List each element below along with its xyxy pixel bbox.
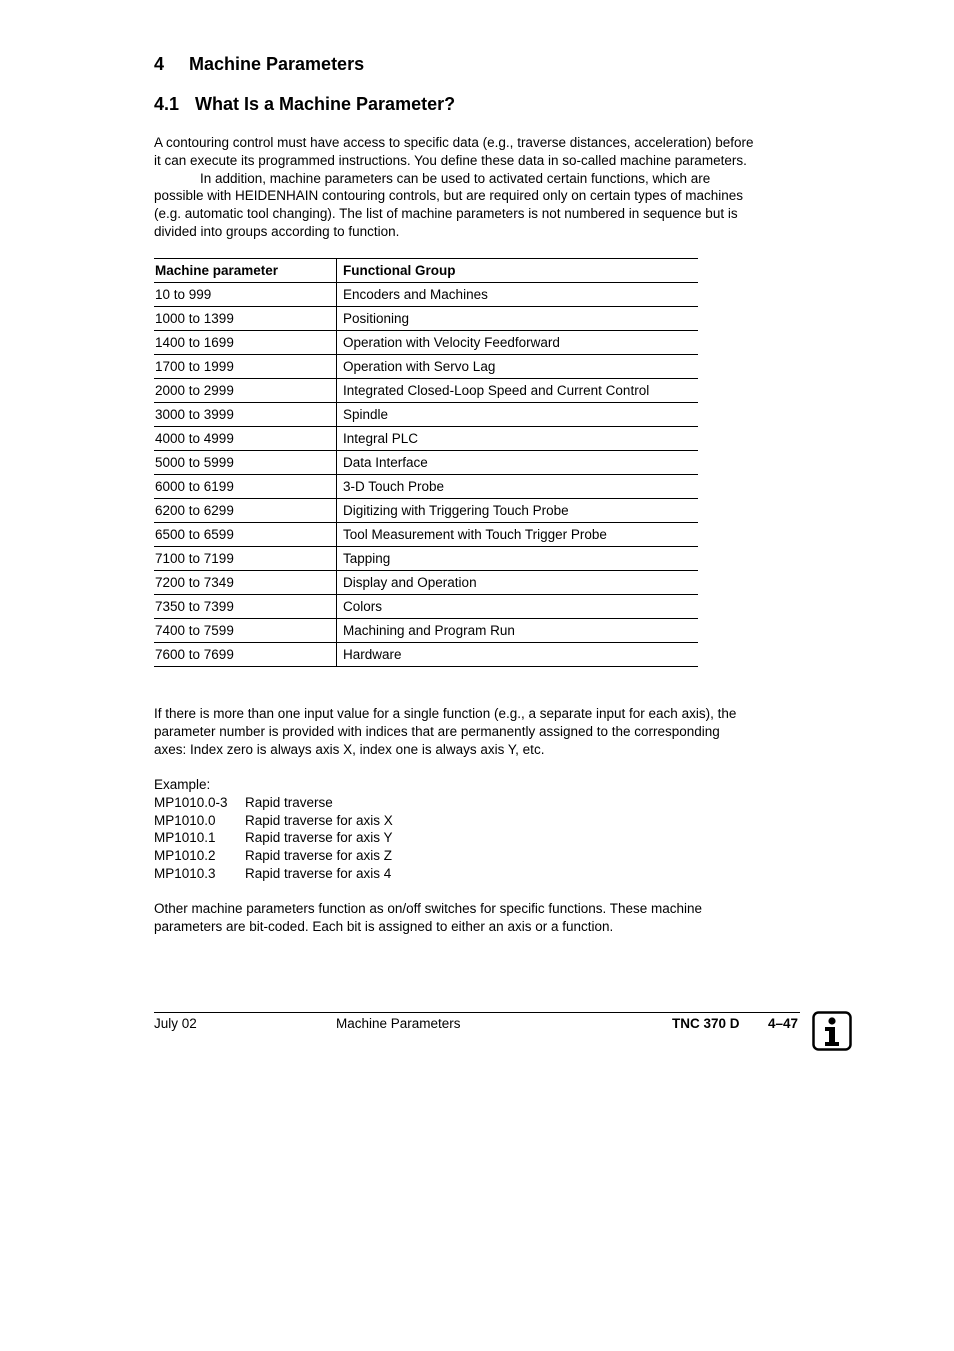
paragraph-line: If there is more than one input value for a single function (e.g., a separate input for each axis), the xyxy=(154,706,737,721)
chapter-title: Machine Parameters xyxy=(189,54,365,74)
example-desc: Rapid traverse for axis 4 xyxy=(245,865,392,881)
functional-group: Positioning xyxy=(337,307,699,331)
bitcoded-paragraph xyxy=(154,900,804,936)
parameter-range: 7100 to 7199 xyxy=(154,547,337,571)
footer-divider xyxy=(154,1012,800,1013)
parameter-range: 6200 to 6299 xyxy=(154,499,337,523)
parameter-range: 7600 to 7699 xyxy=(154,643,337,667)
table-row xyxy=(154,643,698,667)
functional-group: Display and Operation xyxy=(337,571,699,595)
example-item xyxy=(154,847,393,865)
functional-group: Integrated Closed-Loop Speed and Current Control xyxy=(337,379,699,403)
functional-group: Tapping xyxy=(337,547,699,571)
parameter-range: 4000 to 4999 xyxy=(154,427,337,451)
example-desc: Rapid traverse for axis Z xyxy=(245,848,393,864)
paragraph-line: Other machine parameters function as on/off switches for specific functions. These machine xyxy=(154,901,703,916)
footer-model: TNC 370 D xyxy=(672,1016,740,1031)
table-row xyxy=(154,283,698,307)
intro-paragraph xyxy=(154,134,804,241)
functional-group: Operation with Velocity Feedforward xyxy=(337,331,699,355)
parameter-range: 2000 to 2999 xyxy=(154,379,337,403)
functional-group: Digitizing with Triggering Touch Probe xyxy=(337,499,699,523)
functional-group: Colors xyxy=(337,595,699,619)
parameter-range: 1000 to 1399 xyxy=(154,307,337,331)
example-item xyxy=(154,794,393,812)
example-item xyxy=(154,865,393,883)
parameter-range: 5000 to 5999 xyxy=(154,451,337,475)
table-header-row xyxy=(154,259,698,283)
footer-chapter-title: Machine Parameters xyxy=(336,1016,461,1031)
parameter-range: 6000 to 6199 xyxy=(154,475,337,499)
parameter-range: 1400 to 1699 xyxy=(154,331,337,355)
section-heading xyxy=(154,94,455,115)
example-desc: Rapid traverse xyxy=(245,794,333,810)
parameter-range: 7350 to 7399 xyxy=(154,595,337,619)
parameter-range: 7400 to 7599 xyxy=(154,619,337,643)
paragraph-line: A contouring control must have access to specific data (e.g., traverse distances, acceleration) before xyxy=(154,135,754,150)
example-desc: Rapid traverse for axis X xyxy=(245,812,393,828)
functional-group: Tool Measurement with Touch Trigger Probe xyxy=(337,523,699,547)
chapter-heading xyxy=(154,54,364,75)
table-row xyxy=(154,355,698,379)
column-header-group: Functional Group xyxy=(337,259,699,283)
functional-group: Operation with Servo Lag xyxy=(337,355,699,379)
functional-group: Hardware xyxy=(337,643,699,667)
section-number: 4.1 xyxy=(154,94,180,114)
parameter-range: 3000 to 3999 xyxy=(154,403,337,427)
section-title: What Is a Machine Parameter? xyxy=(195,94,456,114)
table-row xyxy=(154,595,698,619)
functional-group: 3-D Touch Probe xyxy=(337,475,699,499)
example-block xyxy=(154,776,393,883)
paragraph-line: (e.g. automatic tool changing). The list of machine parameters is not numbered in sequence but is xyxy=(154,206,738,222)
parameter-groups-table xyxy=(154,258,698,667)
table-row xyxy=(154,427,698,451)
table-row xyxy=(154,571,698,595)
example-item xyxy=(154,812,393,830)
table-row xyxy=(154,403,698,427)
paragraph-line: parameters are bit-coded. Each bit is assigned to either an axis or a function. xyxy=(154,918,614,934)
chapter-number: 4 xyxy=(154,54,165,74)
functional-group: Data Interface xyxy=(337,451,699,475)
paragraph-line: axes: Index zero is always axis X, index one is always axis Y, etc. xyxy=(154,741,545,757)
parameter-range: 6500 to 6599 xyxy=(154,523,337,547)
paragraph-line: divided into groups according to function. xyxy=(154,223,400,239)
column-header-parameter: Machine parameter xyxy=(154,259,337,283)
example-desc: Rapid traverse for axis Y xyxy=(245,830,393,846)
footer-page-number: 4–47 xyxy=(768,1016,799,1031)
example-label: Example: xyxy=(154,777,211,792)
functional-group: Integral PLC xyxy=(337,427,699,451)
example-code: MP1010.0-3 xyxy=(154,794,228,810)
example-code: MP1010.0 xyxy=(154,812,216,828)
table-row xyxy=(154,547,698,571)
table-row xyxy=(154,331,698,355)
paragraph-line: In addition, machine parameters can be used to activated certain functions, which are xyxy=(200,170,711,186)
example-item xyxy=(154,829,393,847)
indices-paragraph xyxy=(154,705,804,758)
functional-group: Machining and Program Run xyxy=(337,619,699,643)
parameter-range: 7200 to 7349 xyxy=(154,571,337,595)
parameter-range: 1700 to 1999 xyxy=(154,355,337,379)
paragraph-line: parameter number is provided with indices that are permanently assigned to the corresponding xyxy=(154,723,720,739)
table-row xyxy=(154,379,698,403)
table-row xyxy=(154,619,698,643)
table-row xyxy=(154,499,698,523)
footer-date: July 02 xyxy=(154,1016,197,1031)
info-icon xyxy=(812,1011,852,1051)
example-code: MP1010.3 xyxy=(154,865,216,881)
table-row xyxy=(154,451,698,475)
parameter-range: 10 to 999 xyxy=(154,283,337,307)
table-row xyxy=(154,475,698,499)
table-row xyxy=(154,523,698,547)
example-code: MP1010.2 xyxy=(154,848,216,864)
functional-group: Spindle xyxy=(337,403,699,427)
table-row xyxy=(154,307,698,331)
example-code: MP1010.1 xyxy=(154,830,216,846)
functional-group: Encoders and Machines xyxy=(337,283,699,307)
paragraph-line: possible with HEIDENHAIN contouring controls, but are required only on certain types of machines xyxy=(154,188,744,204)
paragraph-line: it can execute its programmed instructions. You define these data in so-called machine parameters. xyxy=(154,152,747,168)
